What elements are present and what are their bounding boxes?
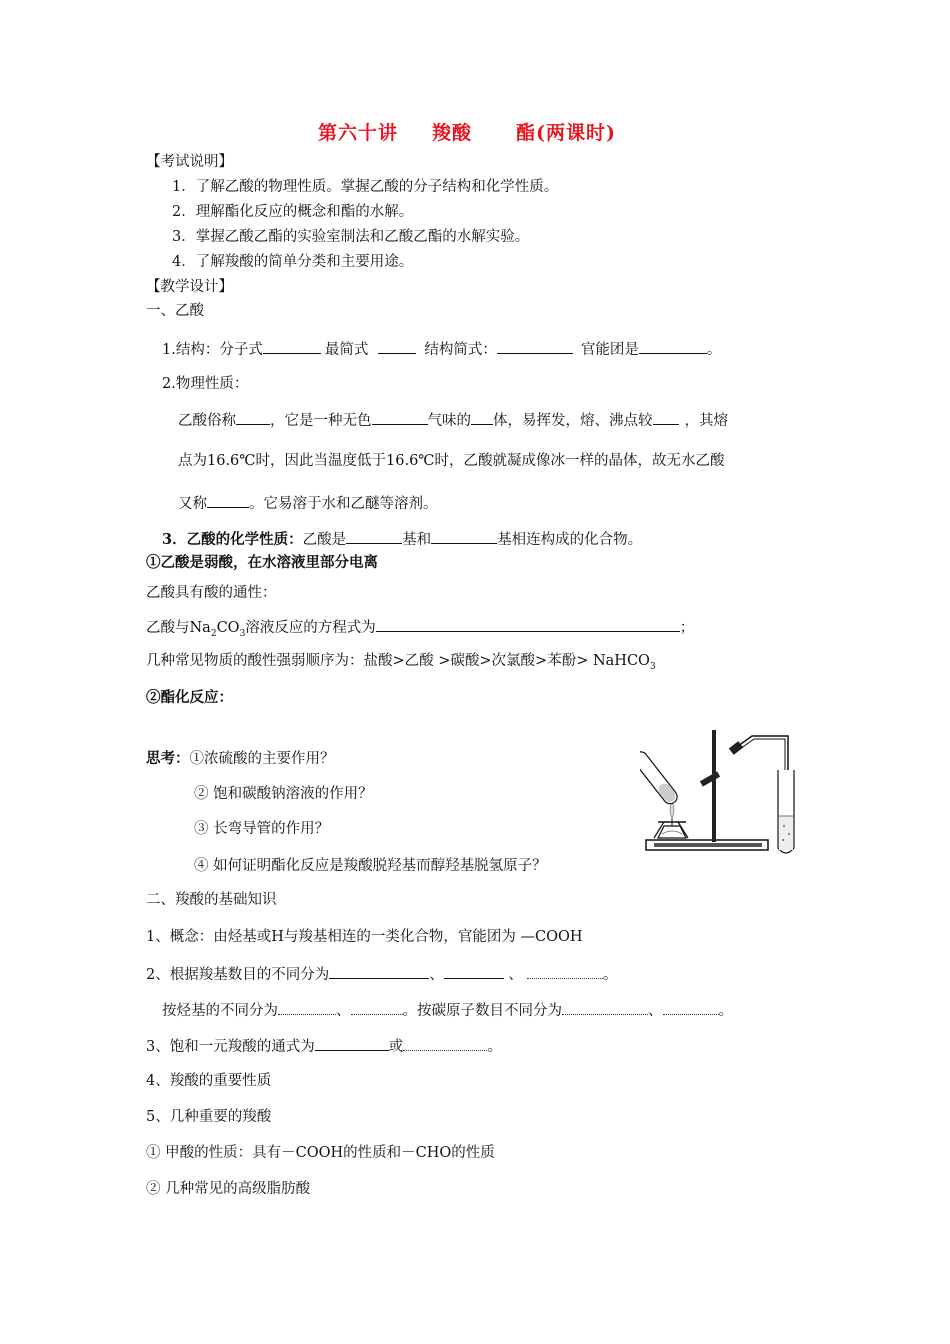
blank-state[interactable] bbox=[471, 409, 493, 425]
text: 或 bbox=[388, 1039, 404, 1055]
text: 、 bbox=[429, 967, 444, 983]
classification-line-1 bbox=[146, 963, 617, 985]
page-title bbox=[318, 123, 616, 143]
think-item-1: ①浓硫酸的主要作用？ bbox=[189, 751, 335, 767]
text: 基相连构成的化合物。 bbox=[497, 532, 643, 548]
text: 、 bbox=[336, 1003, 351, 1019]
text: 。 bbox=[487, 1039, 502, 1055]
text: ； bbox=[679, 620, 695, 636]
blank-functional-group[interactable] bbox=[639, 338, 707, 354]
blank-carboxyl-count-1[interactable] bbox=[329, 963, 429, 979]
structure-formula-label: 1.结构：分子式 bbox=[162, 342, 263, 358]
text: 乙酸与Na bbox=[146, 620, 211, 636]
structure-simplest-label: 最简式 bbox=[324, 342, 369, 358]
section-2-heading: 二、羧酸的基础知识 bbox=[146, 892, 277, 908]
text: 。 bbox=[718, 1003, 733, 1019]
text: 。按碳原子数目不同分为 bbox=[402, 1003, 562, 1019]
subscript: 2 bbox=[210, 628, 217, 639]
think-item-4: ④ 如何证明酯化反应是羧酸脱羟基而醇羟基脱氢原子？ bbox=[194, 858, 547, 874]
blank-carboxyl-count-2[interactable] bbox=[444, 963, 504, 979]
concept-line: 1、概念：由烃基或H与羧基相连的一类化合物，官能团为 —COOH bbox=[146, 929, 583, 945]
title-part-3: 酯(两课时) bbox=[516, 122, 617, 144]
exam-item-1: 1．了解乙酸的物理性质。掌握乙酸的分子结构和化学性质。 bbox=[172, 179, 559, 195]
important-properties: 4、羧酸的重要性质 bbox=[146, 1073, 272, 1089]
blank-odor[interactable] bbox=[372, 409, 428, 425]
important-acids: 5、几种重要的羧酸 bbox=[146, 1109, 272, 1125]
blank-hydrocarbon-2[interactable] bbox=[351, 999, 403, 1015]
text: ，其熔 bbox=[684, 413, 728, 429]
blank-na2co3-equation[interactable] bbox=[376, 616, 680, 632]
text: ，它是一种无色 bbox=[270, 413, 372, 429]
blank-molecular-formula[interactable] bbox=[263, 338, 321, 354]
text: 、 bbox=[503, 967, 523, 983]
physical-line-1 bbox=[178, 409, 728, 431]
text: 按烃基的不同分为 bbox=[162, 1003, 278, 1019]
blank-boiling[interactable] bbox=[653, 409, 679, 425]
text: 气味的 bbox=[427, 413, 471, 429]
text: 、 bbox=[648, 1003, 663, 1019]
text: 。它易溶于水和乙醚等溶剂。 bbox=[249, 496, 438, 512]
think-label: 思考： bbox=[146, 750, 190, 767]
blank-group-2[interactable] bbox=[431, 528, 497, 544]
structure-condensed-label: 结构简式： bbox=[424, 342, 497, 358]
blank-group-1[interactable] bbox=[346, 528, 402, 544]
esterification-apparatus-diagram bbox=[640, 722, 820, 862]
blank-condensed-formula[interactable] bbox=[497, 338, 573, 354]
text: 乙酸俗称 bbox=[178, 413, 236, 429]
structure-functional-label: 官能团是 bbox=[580, 342, 639, 358]
chemical-line bbox=[162, 528, 642, 550]
text: CO bbox=[216, 620, 240, 636]
text: 2、根据羧基数目的不同分为 bbox=[146, 967, 330, 983]
weak-acid-heading: ①乙酸是弱酸，在水溶液里部分电离 bbox=[146, 554, 378, 571]
blank-carbon-count-2[interactable] bbox=[663, 999, 719, 1015]
blank-general-formula-2[interactable] bbox=[403, 1035, 487, 1051]
design-heading: 【教学设计】 bbox=[146, 279, 233, 295]
blank-general-formula-1[interactable] bbox=[315, 1035, 389, 1051]
physical-line-2: 点为16.6℃时，因此当温度低于16.6℃时，乙酸就凝成像冰一样的晶体，故无水乙酸 bbox=[178, 453, 725, 469]
text: 乙酸是 bbox=[302, 532, 347, 548]
blank-common-name[interactable] bbox=[236, 409, 270, 425]
blank-simplest-formula[interactable] bbox=[378, 338, 416, 354]
section-1-heading: 一、乙酸 bbox=[146, 303, 204, 319]
chemical-heading: 3．乙酸的化学性质： bbox=[162, 531, 303, 548]
subscript: 3 bbox=[239, 628, 246, 639]
esterification-heading: ②酯化反应： bbox=[146, 689, 233, 706]
exam-item-2: 2．理解酯化反应的概念和酯的水解。 bbox=[172, 204, 414, 220]
text: 。 bbox=[602, 967, 618, 983]
exam-heading: 【考试说明】 bbox=[146, 154, 233, 170]
general-formula-line bbox=[146, 1035, 502, 1057]
exam-item-4: 4．了解羧酸的简单分类和主要用途。 bbox=[172, 254, 414, 270]
text: 基和 bbox=[402, 532, 432, 548]
blank-carboxyl-count-3[interactable] bbox=[527, 963, 603, 979]
classification-line-2 bbox=[162, 999, 733, 1021]
formic-acid-line: ① 甲酸的性质：具有－COOH的性质和－CHO的性质 bbox=[146, 1145, 495, 1161]
text: 3、饱和一元羧酸的通式为 bbox=[146, 1039, 315, 1055]
physical-line-3 bbox=[178, 492, 438, 514]
blank-carbon-count-1[interactable] bbox=[562, 999, 648, 1015]
subscript: 3 bbox=[649, 661, 656, 672]
acid-general: 乙酸具有酸的通性： bbox=[146, 585, 277, 601]
text: 几种常见物质的酸性强弱顺序为：盐酸>乙酸 >碳酸>次氯酸>苯酚> NaHCO bbox=[146, 653, 650, 669]
exam-item-3: 3．掌握乙酸乙酯的实验室制法和乙酸乙酯的水解实验。 bbox=[172, 229, 530, 245]
structure-line bbox=[162, 338, 721, 360]
blank-hydrocarbon-1[interactable] bbox=[278, 999, 336, 1015]
title-part-1: 第六十讲 bbox=[318, 122, 399, 144]
think-item-2: ② 饱和碳酸钠溶液的作用？ bbox=[194, 786, 373, 802]
think-line-1 bbox=[146, 749, 335, 769]
text: 体，易挥发，熔、沸点较 bbox=[493, 413, 653, 429]
physical-heading: 2.物理性质： bbox=[162, 376, 249, 392]
title-part-2: 羧酸 bbox=[432, 122, 473, 144]
period: 。 bbox=[706, 342, 722, 358]
na2co3-line bbox=[146, 616, 694, 644]
acidity-order bbox=[146, 651, 656, 677]
think-item-3: ③ 长弯导管的作用？ bbox=[194, 821, 330, 837]
text: 溶液反应的方程式为 bbox=[245, 620, 376, 636]
text: 又称 bbox=[178, 496, 207, 512]
blank-glacial[interactable] bbox=[207, 492, 249, 508]
fatty-acids-line: ② 几种常见的高级脂肪酸 bbox=[146, 1181, 311, 1197]
